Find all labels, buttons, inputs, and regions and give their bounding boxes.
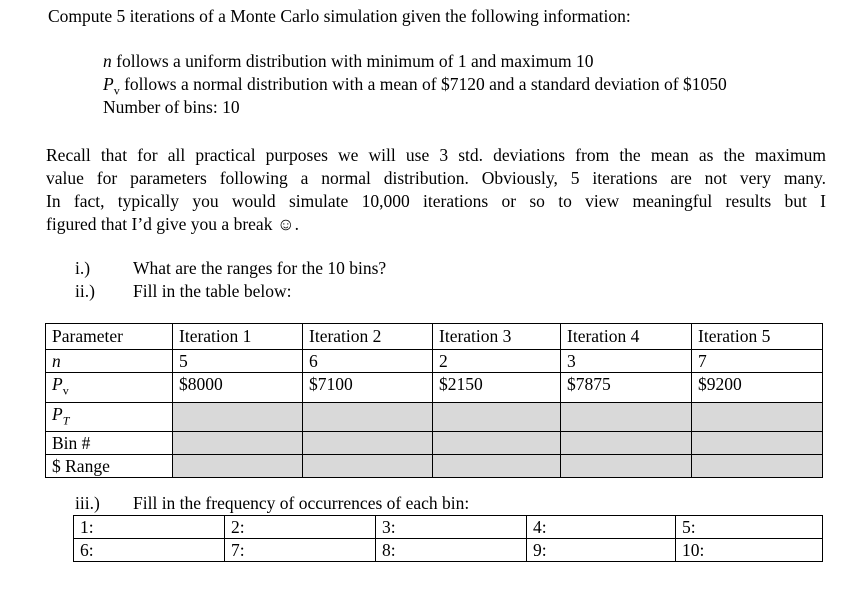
table-row-pv <box>46 373 823 403</box>
blank-cell[interactable] <box>692 432 823 455</box>
row-label-pt-text: P <box>52 403 63 424</box>
blank-cell[interactable] <box>433 402 561 432</box>
row-label-range: $ Range <box>46 455 173 478</box>
recall-line: Recall that for all practical purposes we will use 3 std. deviations from the mean as the maximum <box>46 145 826 165</box>
recall-line: In fact, typically you would simulate 10,000 iterations or so to view meaningful results but I <box>46 191 826 211</box>
header-cell: Iteration 2 <box>303 324 433 350</box>
table-cell: 7 <box>692 350 823 373</box>
blank-cell[interactable] <box>433 432 561 455</box>
blank-cell[interactable] <box>303 455 433 478</box>
frequency-cell[interactable]: 1: <box>74 516 225 539</box>
table-row-pt <box>46 402 823 432</box>
question-2-number: ii.) <box>75 281 95 301</box>
row-label-pv-sub: v <box>62 383 69 398</box>
blank-cell[interactable] <box>433 455 561 478</box>
table-cell: 2 <box>433 350 561 373</box>
table-cell: $7875 <box>561 373 692 403</box>
table-cell: 3 <box>561 350 692 373</box>
blank-cell[interactable] <box>692 402 823 432</box>
header-cell: Iteration 5 <box>692 324 823 350</box>
given-pv-text: follows a normal distribution with a mean of $7120 and a standard deviation of $1050 <box>119 74 727 94</box>
blank-cell[interactable] <box>692 455 823 478</box>
table-row-n <box>46 350 823 373</box>
frequency-cell[interactable]: 8: <box>376 539 527 562</box>
row-label-pt <box>46 402 173 432</box>
given-pv-distribution <box>103 74 727 98</box>
row-label-pv-text: P <box>52 374 63 394</box>
given-n-distribution <box>103 51 593 71</box>
row-label-n-text: n <box>52 351 61 371</box>
table-row-bin <box>46 432 823 455</box>
frequency-row <box>74 539 823 562</box>
table-header-row <box>46 324 823 350</box>
recall-line: value for parameters following a normal distribution. Obviously, 5 iterations are not very many. <box>46 168 826 188</box>
intro-text: Compute 5 iterations of a Monte Carlo simulation given the following information: <box>48 6 631 26</box>
question-3-number: iii.) <box>75 493 100 513</box>
given-bins: Number of bins: 10 <box>103 97 240 117</box>
blank-cell[interactable] <box>561 455 692 478</box>
var-p: P <box>103 74 114 94</box>
blank-cell[interactable] <box>173 402 303 432</box>
frequency-cell[interactable]: 4: <box>527 516 676 539</box>
question-1-text: What are the ranges for the 10 bins? <box>133 258 387 278</box>
table-row-range <box>46 455 823 478</box>
row-label-pt-sub: T <box>62 413 70 427</box>
recall-line: figured that I’d give you a break ☺. <box>46 214 300 234</box>
table-cell: $9200 <box>692 373 823 403</box>
var-p-sub: v <box>113 83 120 98</box>
blank-cell[interactable] <box>173 432 303 455</box>
var-n: n <box>103 51 112 71</box>
table-cell: $2150 <box>433 373 561 403</box>
blank-cell[interactable] <box>173 455 303 478</box>
frequency-row <box>74 516 823 539</box>
given-n-text: follows a uniform distribution with minimum of 1 and maximum 10 <box>111 51 594 71</box>
frequency-cell[interactable]: 5: <box>676 516 823 539</box>
question-1-number: i.) <box>75 258 91 278</box>
header-cell: Parameter <box>46 324 173 350</box>
table-cell: 6 <box>303 350 433 373</box>
frequency-cell[interactable]: 9: <box>527 539 676 562</box>
row-label-pv <box>46 373 173 403</box>
blank-cell[interactable] <box>561 432 692 455</box>
recall-paragraph <box>46 144 826 236</box>
frequency-cell[interactable]: 6: <box>74 539 225 562</box>
header-cell: Iteration 4 <box>561 324 692 350</box>
blank-cell[interactable] <box>303 432 433 455</box>
frequency-cell[interactable]: 2: <box>225 516 376 539</box>
question-2-text: Fill in the table below: <box>133 281 292 301</box>
blank-cell[interactable] <box>561 402 692 432</box>
header-cell: Iteration 3 <box>433 324 561 350</box>
row-label-n <box>46 350 173 373</box>
question-3-text: Fill in the frequency of occurrences of each bin: <box>133 493 470 513</box>
row-label-bin: Bin # <box>46 432 173 455</box>
table-cell: $8000 <box>173 373 303 403</box>
frequency-table <box>73 515 823 562</box>
table-cell: 5 <box>173 350 303 373</box>
table-cell: $7100 <box>303 373 433 403</box>
parameter-table <box>45 323 823 478</box>
frequency-cell[interactable]: 7: <box>225 539 376 562</box>
header-cell: Iteration 1 <box>173 324 303 350</box>
blank-cell[interactable] <box>303 402 433 432</box>
frequency-cell[interactable]: 3: <box>376 516 527 539</box>
frequency-cell[interactable]: 10: <box>676 539 823 562</box>
